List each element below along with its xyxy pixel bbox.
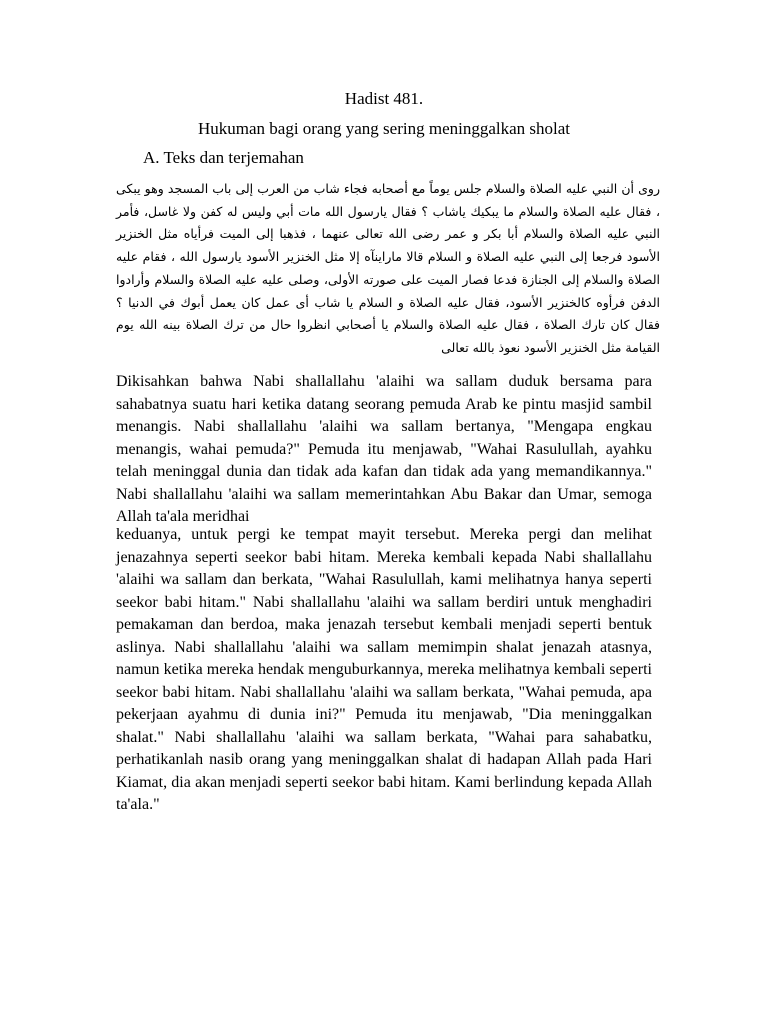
hadith-title: Hadist 481. <box>344 89 424 108</box>
section-heading: A. Teks dan terjemahan <box>143 148 304 167</box>
translation-paragraph-1: Dikisahkan bahwa Nabi shallallahu 'alaihi wa sallam duduk bersama para sahabatnya suatu hari ketika datang seorang pemuda Arab ke pintu masjid sambil menangis. Nabi shallallahu 'alaihi wa sallam bertanya, "Mengapa engkau menangis, wahai pemuda?" Pemuda itu menjawab, "Wahai Rasulullah, ayahku telah meninggal dunia dan tidak ada kafan dan tidak ada yang memandikannya." Nabi shallallahu 'alaihi wa sallam memerintahkan Abu Bakar dan Umar, semoga Allah ta'ala meridhai <box>116 373 652 525</box>
arabic-text: روى أن النبي عليه الصلاة والسلام جلس يوماً مع أصحابه فجاء شاب من العرب إلى باب المسجد وهو يبكى ، فقال عليه الصلاة والسلام ما يبكيك ياشاب ؟ فقال يارسول الله مات أبي وليس له كفن ولا غاسل، فأمر النبي عليه الصلاة والسلام أبا بكر و عمر رضى الله تعالى عنهما ، فذهبا إلى الميت فرأياه مثل الخنزير الأسود فرجعا إلى النبي عليه الصلاة و السلام قالا ماراينآه إلا مثل الخنزير الأسود يارسول الله ، فقام عليه الصلاة والسلام إلى الجنازة فدعا فصار الميت على صورته الأولى، وصلى عليه عليه الصلاة والسلام وأرادوا الدفن فرأوه كالخنزير الأسود، فقال عليه الصلاة و السلام يا شاب أى عمل كان يعمل أبوك في الدنيا ؟ فقال كان تارك الصلاة ، فقال عليه الصلاة والسلام يا أصحابي انظروا حال من ترك الصلاة بينه الله يوم القيامة مثل الخنزير الأسود نعوذ بالله تعالى <box>116 181 660 355</box>
translation-paragraph-2: keduanya, untuk pergi ke tempat mayit tersebut. Mereka pergi dan melihat jenazahnya seperti seekor babi hitam. Mereka kembali kepada Nabi shallallahu 'alaihi wa sallam dan berkata, "Wahai Rasulullah, kami melihatnya hanya seperti seekor babi hitam." Nabi shallallahu 'alaihi wa sallam berdiri untuk menghadiri pemakaman dan berdoa, maka jenazah tersebut kembali menjadi seperti bentuk aslinya. Nabi shallallahu 'alaihi wa sallam memimpin shalat jenazah atasnya, namun ketika mereka hendak menguburkannya, mereka melihatnya kembali seperti seekor babi hitam. Nabi shallallahu 'alaihi wa sallam berkata, "Wahai pemuda, apa pekerjaan ayahmu di dunia ini?" Pemuda itu menjawab, "Dia meninggalkan shalat." Nabi shallallahu 'alaihi wa sallam berkata, "Wahai para sahabatku, perhatikanlah nasib orang yang meninggalkan shalat di hadapan Allah pada Hari Kiamat, dia akan menjadi seperti seekor babi hitam. Kami berlindung kepada Allah ta'ala." <box>116 526 652 813</box>
hadith-subtitle: Hukuman bagi orang yang sering meninggalkan sholat <box>197 119 571 138</box>
